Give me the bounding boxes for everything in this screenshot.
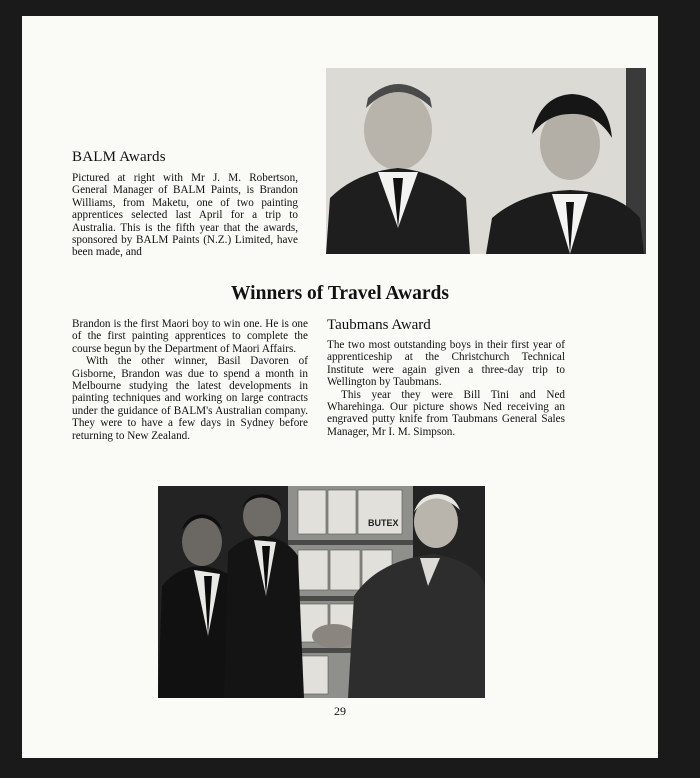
taubmans-paragraph-2: This year they were Bill Tini and Ned Wharehinga. Our picture shows Ned receiving an engraved putty knife from Taubmans General Sales Manager, Mr I. M. Simpson. [327,388,565,438]
page-number: 29 [334,704,346,718]
balm-photo-illustration [326,68,646,254]
taubmans-award-heading: Taubmans Award [327,317,431,333]
taubmans-column [327,339,565,438]
taubmans-award-photo [158,486,485,698]
balm-intro-column [72,172,298,259]
balm-awards-heading: BALM Awards [72,149,166,165]
taubmans-photo-illustration [158,486,485,698]
shelf-brand-label: BUTEX [368,518,399,528]
left-article-column [72,318,308,442]
magazine-page [22,16,658,758]
balm-intro-paragraph: Pictured at right with Mr J. M. Robertson, General Manager of BALM Paints, is Brandon Williams, from Maketu, one of two painting apprentices selected last April for a trip to Australia. This is the fifth year that the awards, sponsored by BALM Paints (N.Z.) Limited, have been made, and [72,172,298,259]
left-paragraph-2: With the other winner, Basil Davoren of Gisborne, Brandon was due to spend a month in Melbourne studying the latest developments in painting techniques and working on large contracts under the guidance of BALM's Australian company. They were to have a few days in Sydney before returning to New Zealand. [72,355,308,442]
left-paragraph-1: Brandon is the first Maori boy to win one. He is one of the first painting apprentices to complete the course begun by the Department of Maori Affairs. [72,318,308,355]
balm-award-photo [326,68,646,254]
page-headline: Winners of Travel Awards [231,283,449,304]
taubmans-paragraph-1: The two most outstanding boys in their first year of apprenticeship at the Christchurch Technical Institute were again given a three-day trip to Wellington by Taubmans. [327,339,565,389]
